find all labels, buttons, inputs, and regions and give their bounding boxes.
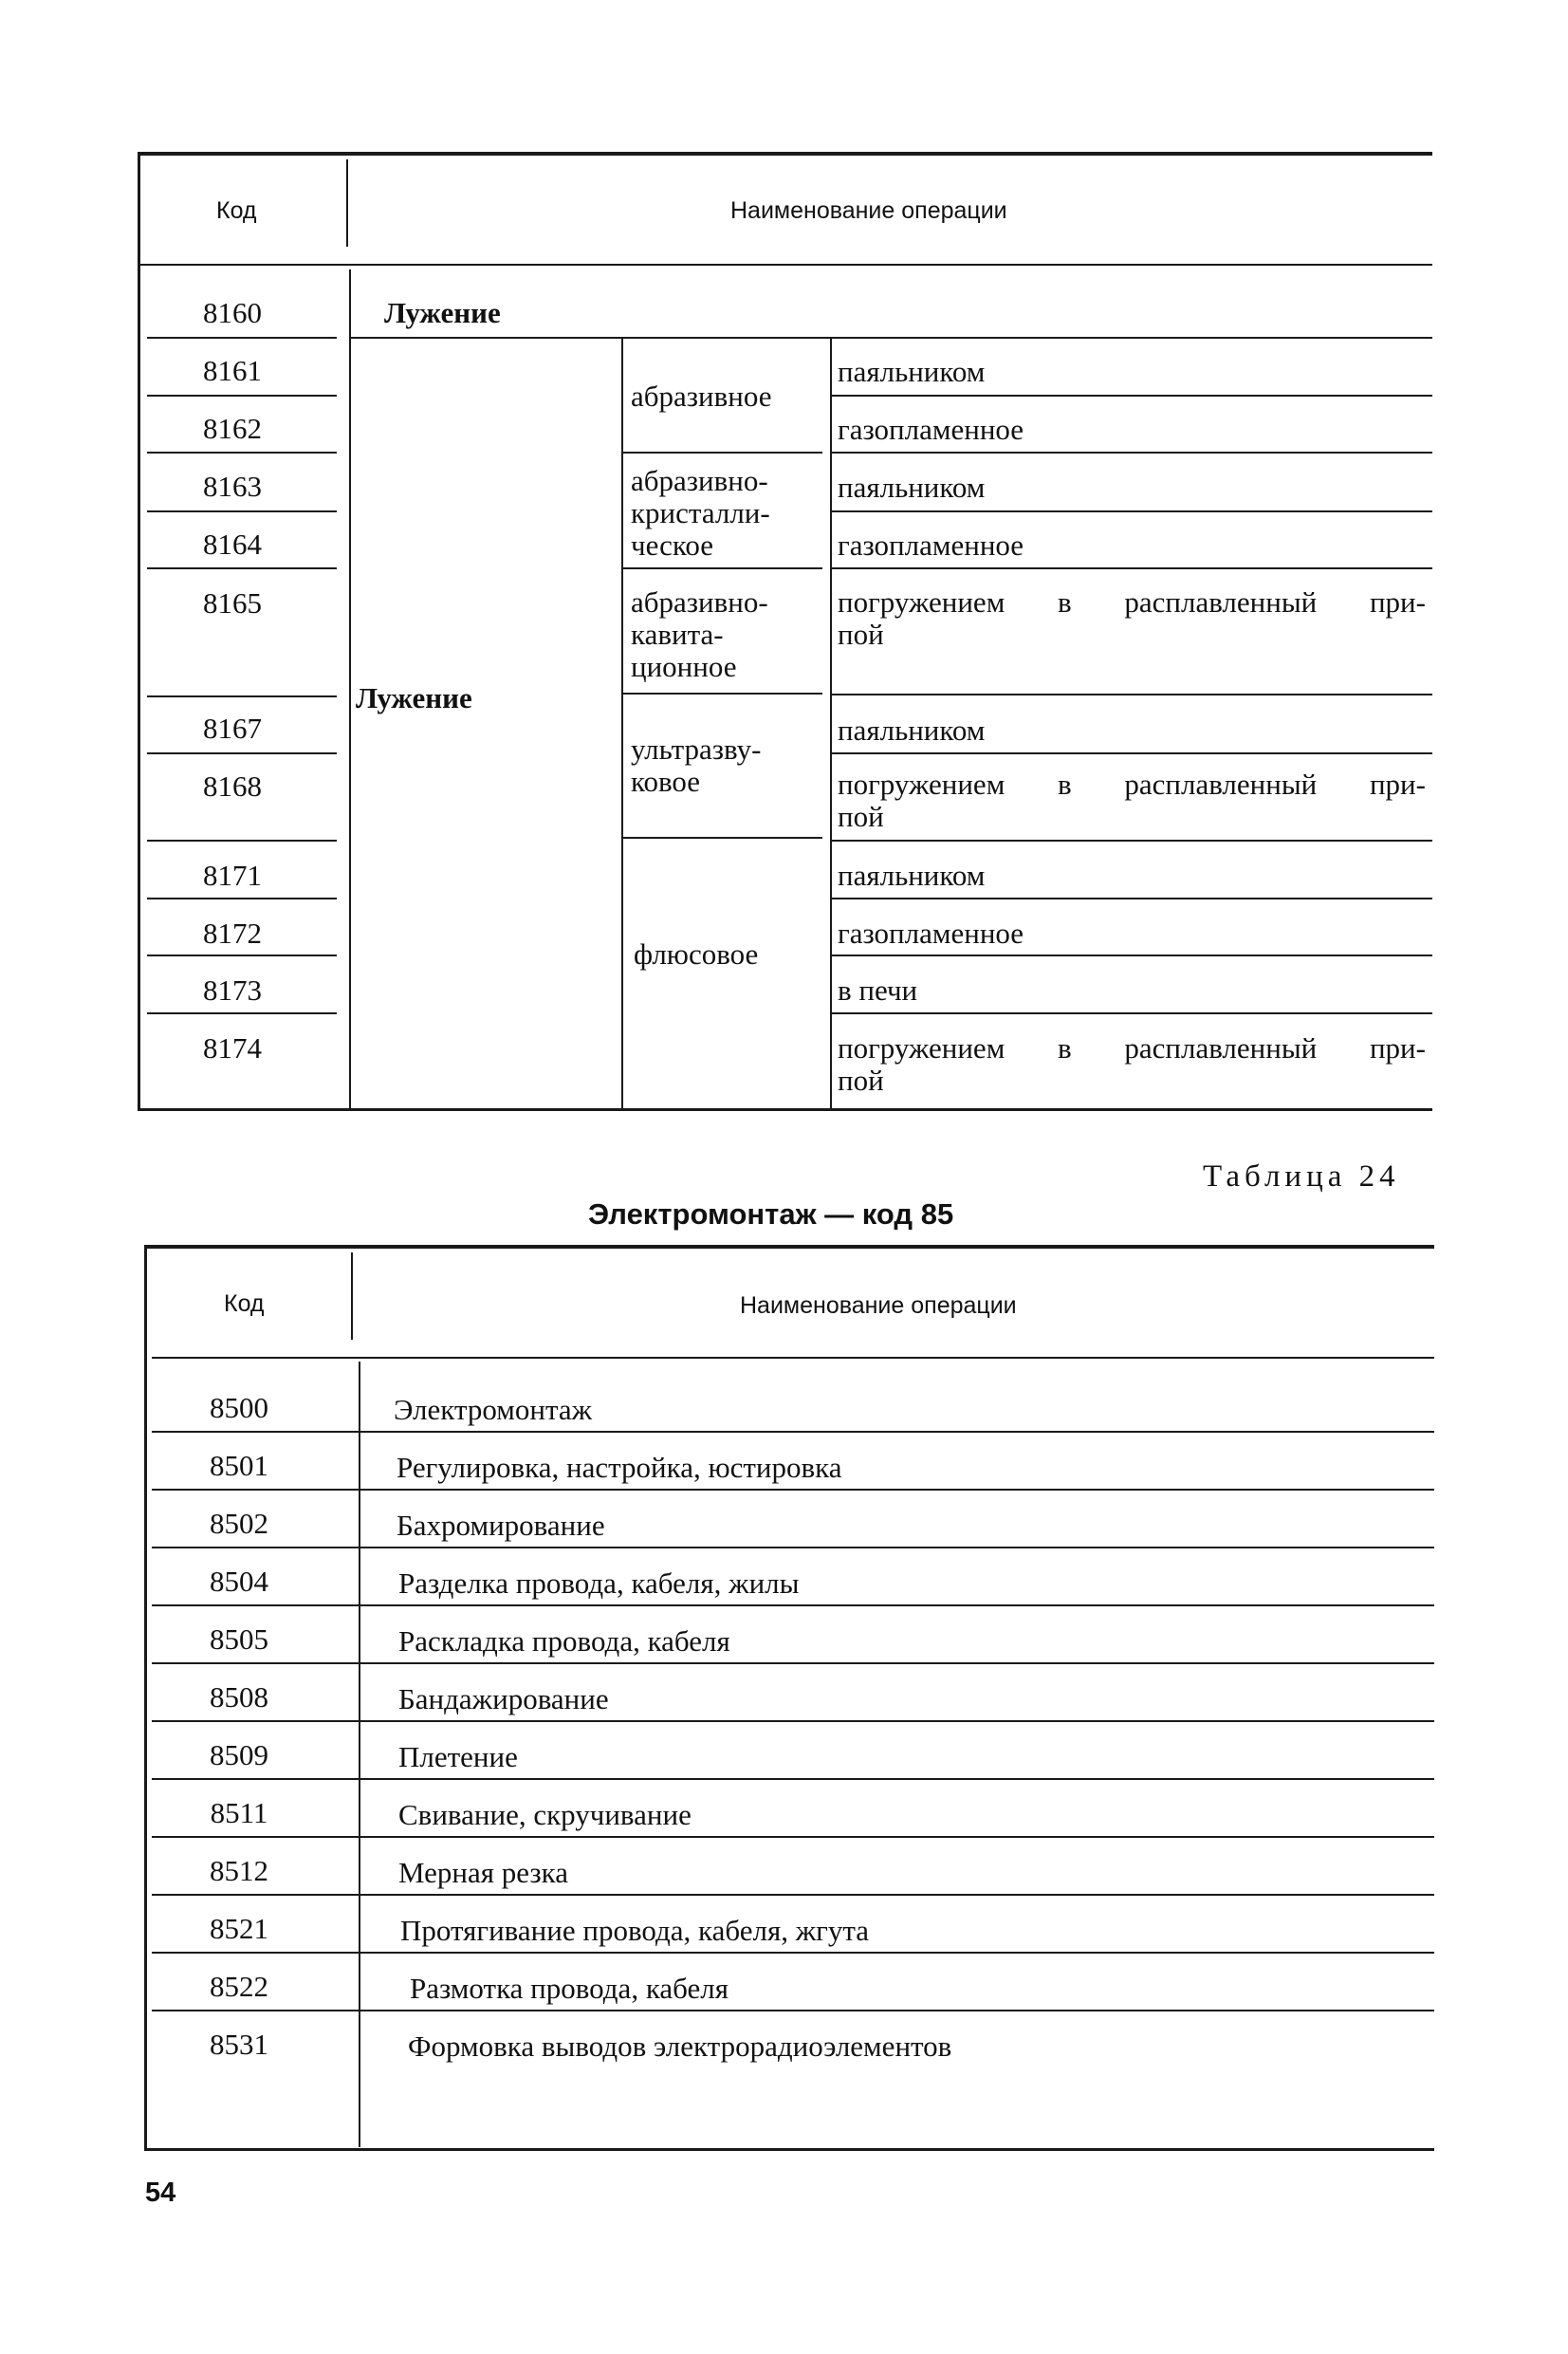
code-cell: 8171 [203,859,262,892]
method-row-rule [832,452,1432,454]
method-row-rule [832,395,1432,397]
group-title: Лужение [384,296,501,329]
method-line [838,1032,1426,1065]
code-cell: 8160 [203,296,262,329]
type-row-rule [623,837,822,839]
type-row-rule [623,452,822,454]
method-word: погружением [838,1031,1005,1065]
group-title-rule [351,337,1432,339]
type-cell: флюсовое [634,937,759,971]
code-cell: 8501 [210,1449,268,1482]
code-cell: 8165 [203,586,262,620]
code-cell: 8168 [203,769,262,803]
table-title: Электромонтаж — код 85 [588,1197,954,1231]
type-line: ультразву- [631,732,762,766]
header-bottom-rule [152,1357,1434,1359]
method-word: при- [1369,585,1426,619]
operation-name: Электромонтаж [394,1393,593,1426]
method-word: в [1058,768,1072,801]
page-number: 54 [145,2178,176,2208]
row-rule [152,1836,1434,1838]
header-operation-name: Наименование операции [730,197,1007,224]
method-cell [838,586,1426,651]
code-cell: 8173 [203,973,262,1007]
code-cell: 8505 [210,1622,268,1656]
method-word: погружением [838,768,1005,801]
row-rule [152,1489,1434,1491]
group-label: Лужение [356,681,472,714]
type-cell [631,586,768,683]
operation-name: Разделка провода, кабеля, жилы [398,1566,800,1600]
method-row-rule [832,752,1432,754]
method-cell [838,1032,1426,1097]
code-cell: 8512 [210,1854,268,1887]
operation-name: Мерная резка [398,1856,569,1889]
method-line: пой [838,618,884,651]
row-rule [152,1547,1434,1548]
type-line: абразивно- [631,464,768,497]
method-cell: в печи [838,973,918,1007]
row-rule [152,1720,1434,1722]
code-cell: 8164 [203,528,262,561]
header-bottom-rule [138,264,1432,266]
method-word: при- [1369,768,1426,801]
code-cell: 8161 [203,354,262,387]
code-cell: 8174 [203,1031,262,1065]
code-row-rule [147,1012,337,1014]
code-cell: 8172 [203,917,262,950]
type-row-rule [623,567,822,569]
header-operation-name: Наименование операции [740,1292,1017,1319]
method-row-rule [832,510,1432,512]
code-row-rule [147,567,337,569]
code-cell: 8162 [203,412,262,445]
operation-name: Размотка провода, кабеля [410,1972,729,2005]
operation-name: Бахромирование [397,1509,605,1542]
code-row-rule [147,452,337,454]
type-row-rule [623,693,822,695]
code-cell: 8508 [210,1680,268,1714]
type-line: кристалли- [631,496,770,529]
method-word: в [1058,585,1072,619]
method-cell: паяльником [838,471,986,504]
type-cell [631,733,761,798]
method-line: пой [838,800,884,833]
operation-name: Регулировка, настройка, юстировка [397,1451,842,1484]
code-row-rule [147,337,337,339]
header-divider [346,159,348,247]
code-cell: 8504 [210,1565,268,1598]
method-word: расплавленный [1124,1031,1318,1065]
operation-name: Бандажирование [398,1682,609,1715]
operation-name: Свивание, скручивание [398,1798,692,1831]
code-cell: 8521 [210,1912,268,1945]
method-cell: паяльником [838,714,986,747]
type-line: кавита- [631,618,724,651]
code-row-rule [147,395,337,397]
operation-name: Плетение [398,1740,518,1773]
row-rule [152,2010,1434,2011]
operation-name: Формовка выводов электрорадиоэлементов [408,2030,952,2063]
method-row-rule [832,694,1432,695]
method-word: расплавленный [1124,768,1318,801]
header-code: Код [224,1290,265,1317]
code-cell: 8167 [203,712,262,745]
method-row-rule [832,955,1432,956]
row-rule [152,1778,1434,1780]
code-column-divider [359,1362,360,2147]
method-line [838,769,1426,801]
code-row-rule [147,695,337,697]
row-rule [152,1894,1434,1896]
header-divider [351,1252,353,1340]
method-cell: паяльником [838,355,986,388]
method-row-rule [832,840,1432,842]
table-top-rule [138,152,1432,156]
code-cell: 8502 [210,1507,268,1540]
code-row-rule [147,752,337,754]
method-word: погружением [838,585,1005,619]
code-cell: 8500 [210,1391,268,1424]
type-line: ковое [631,765,701,798]
method-row-rule [832,567,1432,569]
operation-name: Раскладка провода, кабеля [398,1624,730,1658]
code-cell: 8511 [210,1796,268,1829]
code-row-rule [147,955,337,956]
method-cell: паяльником [838,859,986,892]
method-row-rule [832,1012,1432,1014]
method-cell: газопламенное [838,528,1024,562]
method-word: в [1058,1031,1072,1065]
code-row-rule [147,898,337,899]
method-line: пой [838,1064,884,1097]
method-word: расплавленный [1124,585,1318,619]
code-row-rule [147,840,337,842]
type-line: ческое [631,528,714,562]
method-word: при- [1369,1031,1426,1065]
type-line: ционное [631,650,737,683]
row-rule [152,1431,1434,1433]
table-bottom-rule [138,1108,1432,1111]
type-cell [631,465,770,562]
code-cell: 8522 [210,1970,268,2003]
row-rule [152,1662,1434,1664]
code-cell: 8163 [203,470,262,503]
code-column-divider [349,269,351,1108]
code-row-rule [147,510,337,512]
row-rule [152,1952,1434,1954]
method-cell [838,769,1426,833]
code-cell: 8531 [210,2028,268,2061]
table-top-rule [144,1245,1434,1249]
code-cell: 8509 [210,1738,268,1771]
method-cell: газопламенное [838,413,1024,446]
method-line [838,586,1426,619]
type-line: абразивно- [631,585,768,619]
row-rule [152,1604,1434,1606]
method-cell: газопламенное [838,917,1024,950]
table-number: Таблица 24 [1203,1159,1400,1194]
table-bottom-rule [144,2148,1434,2151]
type-cell: абразивное [631,380,772,413]
header-code: Код [216,197,257,224]
method-row-rule [832,898,1432,899]
operation-name: Протягивание провода, кабеля, жгута [400,1914,870,1947]
